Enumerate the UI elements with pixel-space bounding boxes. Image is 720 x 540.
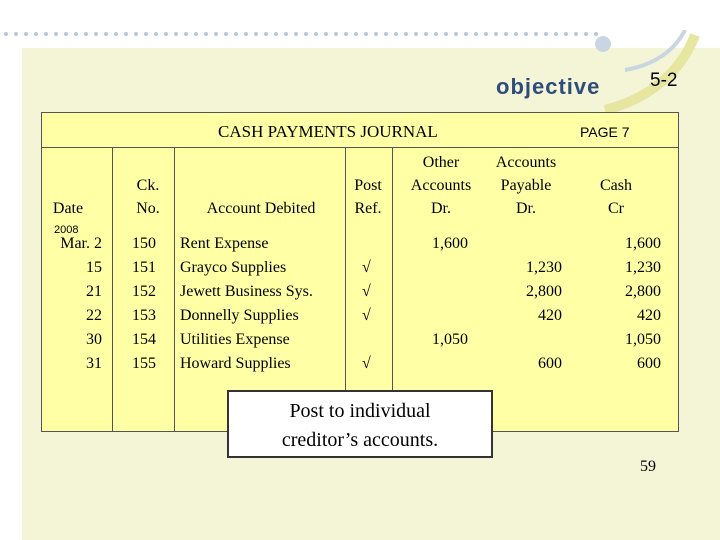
- row-accounts-payable-dr: 1,230: [526, 259, 562, 276]
- row-date: 22: [86, 307, 102, 324]
- row-date: 15: [86, 259, 102, 276]
- row-date: 31: [86, 355, 102, 372]
- row-other-accounts-dr: 1,050: [432, 331, 468, 348]
- row-date: Mar. 2: [60, 235, 102, 252]
- row-cash-cr: 420: [637, 307, 661, 324]
- swirl-decoration-icon: [585, 30, 710, 120]
- row-post-check: √: [362, 355, 371, 372]
- row-accounts-payable-dr: 600: [538, 355, 562, 372]
- row-account-debited: Jewett Business Sys.: [180, 283, 313, 300]
- row-check-number: 152: [132, 283, 156, 300]
- row-accounts-payable-dr: 2,800: [526, 283, 562, 300]
- row-check-number: 154: [132, 331, 156, 348]
- header-post-ref: Post Ref.: [354, 177, 382, 217]
- row-account-debited: Donnelly Supplies: [180, 307, 299, 324]
- row-account-debited: Howard Supplies: [180, 355, 291, 372]
- row-date: 30: [86, 331, 102, 348]
- row-check-number: 150: [132, 235, 156, 252]
- header-date: Date: [52, 200, 84, 217]
- header-other-accounts-dr: Other Accounts Dr.: [410, 154, 472, 217]
- objective-label: objective: [496, 74, 601, 99]
- row-other-accounts-dr: 1,600: [432, 235, 468, 252]
- row-check-number: 151: [132, 259, 156, 276]
- journal-page: PAGE 7: [580, 124, 630, 140]
- row-check-number: 155: [132, 355, 156, 372]
- year-label: 2008: [54, 224, 79, 236]
- row-cash-cr: 1,600: [625, 235, 661, 252]
- row-cash-cr: 600: [637, 355, 661, 372]
- header-accounts-payable-dr: Accounts Payable Dr.: [495, 154, 557, 217]
- row-cash-cr: 1,230: [625, 259, 661, 276]
- callout-line: creditor’s accounts.: [281, 429, 439, 451]
- callout-line: Post to individual: [289, 400, 431, 422]
- row-date: 21: [86, 283, 102, 300]
- journal-title: CASH PAYMENTS JOURNAL: [218, 122, 438, 141]
- header-ck-no: Ck. No.: [136, 177, 160, 217]
- header-account-debited: Account Debited: [206, 200, 316, 217]
- row-cash-cr: 1,050: [625, 331, 661, 348]
- header-divider: [41, 147, 679, 148]
- column-divider: [112, 148, 113, 431]
- row-cash-cr: 2,800: [625, 283, 661, 300]
- page-number: 59: [640, 458, 656, 475]
- header-cash-cr: Cash Cr: [600, 177, 632, 217]
- row-account-debited: Rent Expense: [180, 235, 269, 252]
- row-post-check: √: [362, 307, 371, 324]
- row-check-number: 153: [132, 307, 156, 324]
- row-post-check: √: [362, 259, 371, 276]
- row-account-debited: Utilities Expense: [180, 331, 290, 348]
- row-accounts-payable-dr: 420: [538, 307, 562, 324]
- column-divider: [392, 148, 393, 431]
- callout-box: [227, 390, 493, 458]
- row-account-debited: Grayco Supplies: [180, 259, 287, 276]
- row-post-check: √: [362, 283, 371, 300]
- slide-number: 5-2: [650, 70, 678, 91]
